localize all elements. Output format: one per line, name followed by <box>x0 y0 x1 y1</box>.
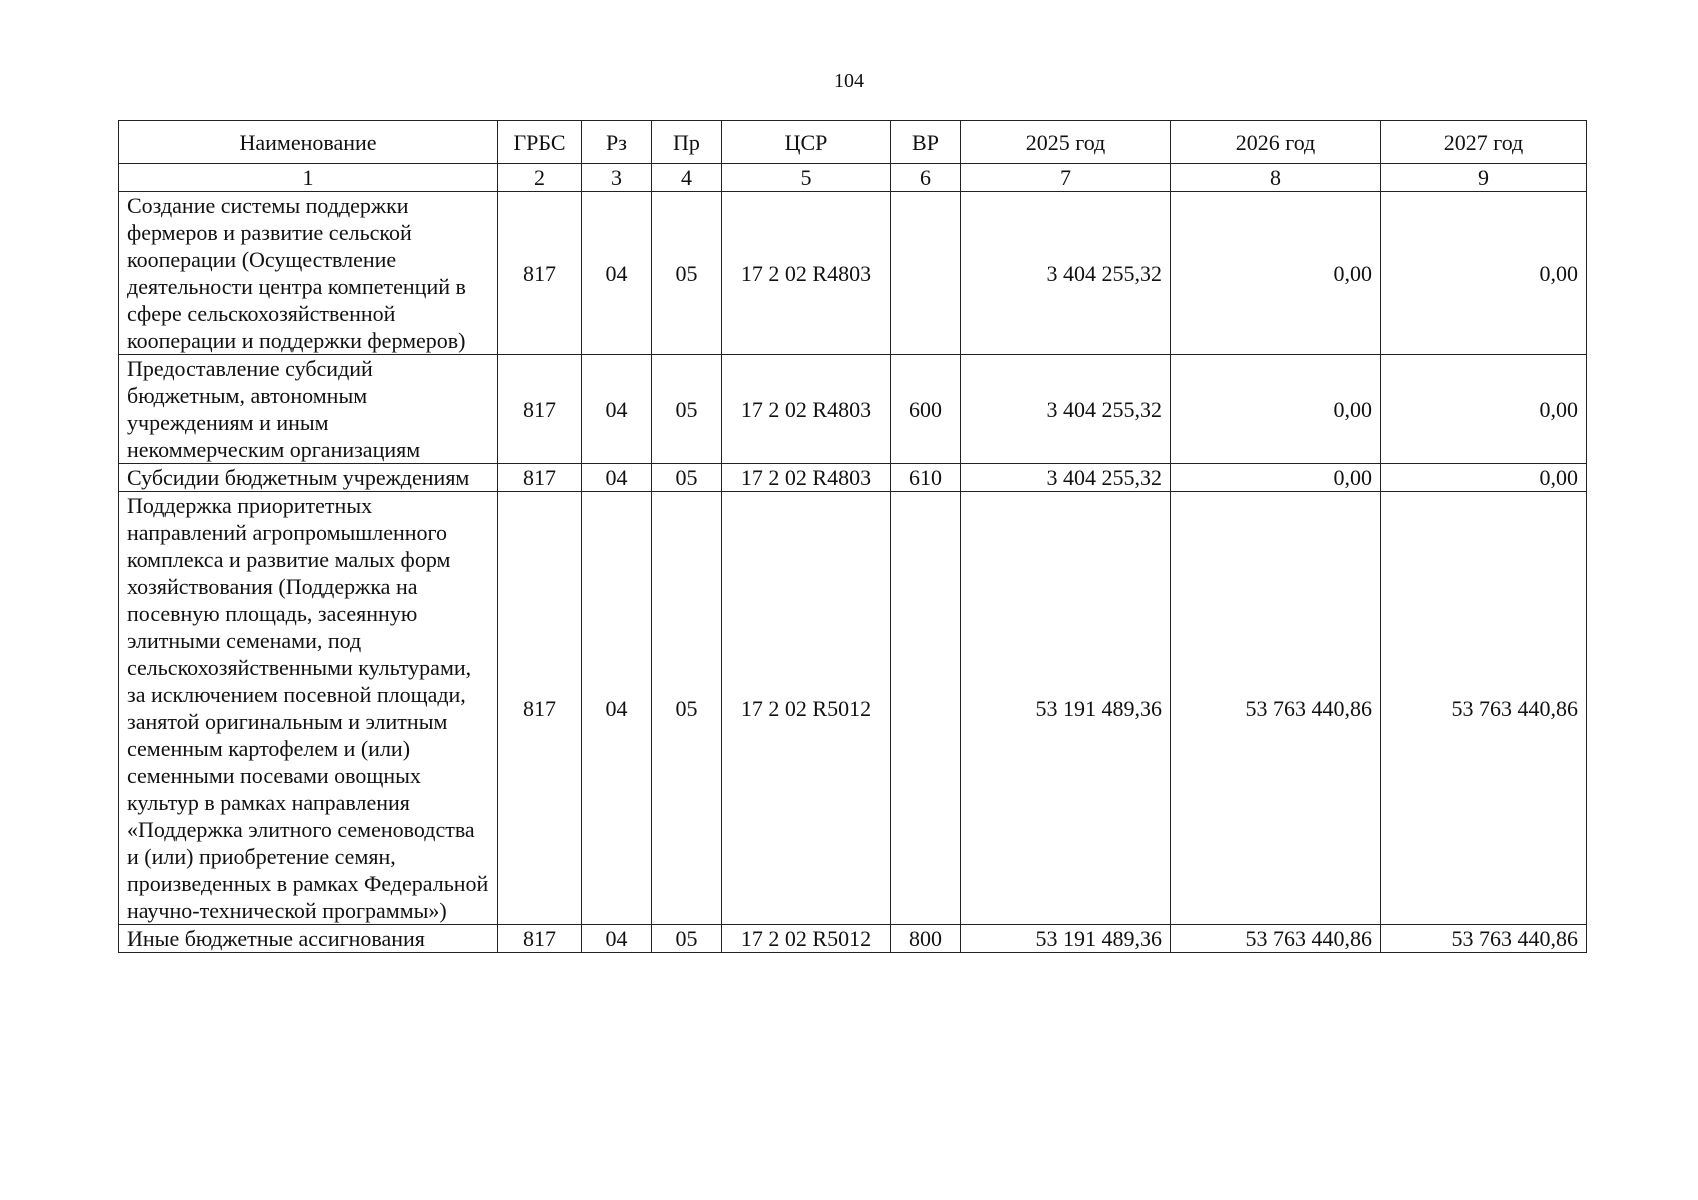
column-number: 1 <box>119 164 498 192</box>
row-2026: 0,00 <box>1171 355 1381 464</box>
row-vr: 600 <box>891 355 961 464</box>
row-csr: 17 2 02 R4803 <box>722 355 891 464</box>
column-number: 4 <box>652 164 722 192</box>
row-2027: 53 763 440,86 <box>1381 925 1587 953</box>
row-name: Субсидии бюджетным учреждениям <box>119 464 498 492</box>
row-name: Предоставление субсидий бюджетным, автономным учреждениям и иным некоммерческим организациям <box>119 355 498 464</box>
row-2026: 53 763 440,86 <box>1171 492 1381 925</box>
row-rz: 04 <box>582 464 652 492</box>
row-vr: 800 <box>891 925 961 953</box>
row-csr: 17 2 02 R5012 <box>722 492 891 925</box>
row-rz: 04 <box>582 492 652 925</box>
page-number: 104 <box>834 70 864 92</box>
header-vr: ВР <box>891 121 961 164</box>
column-number: 5 <box>722 164 891 192</box>
table-row <box>119 192 1587 355</box>
row-vr: 610 <box>891 464 961 492</box>
table-row <box>119 464 1587 492</box>
row-2027: 0,00 <box>1381 192 1587 355</box>
header-2027: 2027 год <box>1381 121 1587 164</box>
row-pr: 05 <box>652 925 722 953</box>
row-pr: 05 <box>652 192 722 355</box>
header-2025: 2025 год <box>961 121 1171 164</box>
row-vr <box>891 192 961 355</box>
row-csr: 17 2 02 R4803 <box>722 464 891 492</box>
row-2026: 0,00 <box>1171 192 1381 355</box>
row-pr: 05 <box>652 492 722 925</box>
row-name: Иные бюджетные ассигнования <box>119 925 498 953</box>
row-grbs: 817 <box>498 355 582 464</box>
table-row <box>119 925 1587 953</box>
row-name: Создание системы поддержки фермеров и развитие сельской кооперации (Осуществление деятельности центра компетенций в сфере сельскохозяйственной кооперации и поддержки фермеров) <box>119 192 498 355</box>
row-pr: 05 <box>652 355 722 464</box>
row-2025: 3 404 255,32 <box>961 355 1171 464</box>
row-grbs: 817 <box>498 925 582 953</box>
header-name: Наименование <box>119 121 498 164</box>
row-2027: 0,00 <box>1381 464 1587 492</box>
row-2026: 0,00 <box>1171 464 1381 492</box>
column-number-row <box>119 164 1587 192</box>
header-csr: ЦСР <box>722 121 891 164</box>
row-grbs: 817 <box>498 464 582 492</box>
column-number: 3 <box>582 164 652 192</box>
header-2026: 2026 год <box>1171 121 1381 164</box>
row-rz: 04 <box>582 192 652 355</box>
row-grbs: 817 <box>498 192 582 355</box>
column-number: 8 <box>1171 164 1381 192</box>
column-number: 6 <box>891 164 961 192</box>
row-pr: 05 <box>652 464 722 492</box>
table-row <box>119 492 1587 925</box>
row-2026: 53 763 440,86 <box>1171 925 1381 953</box>
row-2027: 0,00 <box>1381 355 1587 464</box>
row-grbs: 817 <box>498 492 582 925</box>
row-csr: 17 2 02 R4803 <box>722 192 891 355</box>
row-csr: 17 2 02 R5012 <box>722 925 891 953</box>
row-rz: 04 <box>582 355 652 464</box>
column-number: 9 <box>1381 164 1587 192</box>
column-number: 2 <box>498 164 582 192</box>
header-row <box>119 121 1587 164</box>
header-grbs: ГРБС <box>498 121 582 164</box>
header-rz: Рз <box>582 121 652 164</box>
row-2025: 53 191 489,36 <box>961 492 1171 925</box>
row-2025: 3 404 255,32 <box>961 192 1171 355</box>
row-vr <box>891 492 961 925</box>
budget-table <box>118 120 1587 953</box>
row-name: Поддержка приоритетных направлений агропромышленного комплекса и развитие малых форм хозяйствования (Поддержка на посевную площадь, засеянную элитными семенами, под сельскохозяйственными культурами, за исключением посевной площади, занятой оригинальным и элитным семенным картофелем и (или) семенными посевами овощных культур в рамках направления «Поддержка элитного семеноводства и (или) приобретение семян, произведенных в рамках Федеральной научно-технической программы») <box>119 492 498 925</box>
table-row <box>119 355 1587 464</box>
row-2027: 53 763 440,86 <box>1381 492 1587 925</box>
row-rz: 04 <box>582 925 652 953</box>
row-2025: 3 404 255,32 <box>961 464 1171 492</box>
row-2025: 53 191 489,36 <box>961 925 1171 953</box>
column-number: 7 <box>961 164 1171 192</box>
header-pr: Пр <box>652 121 722 164</box>
